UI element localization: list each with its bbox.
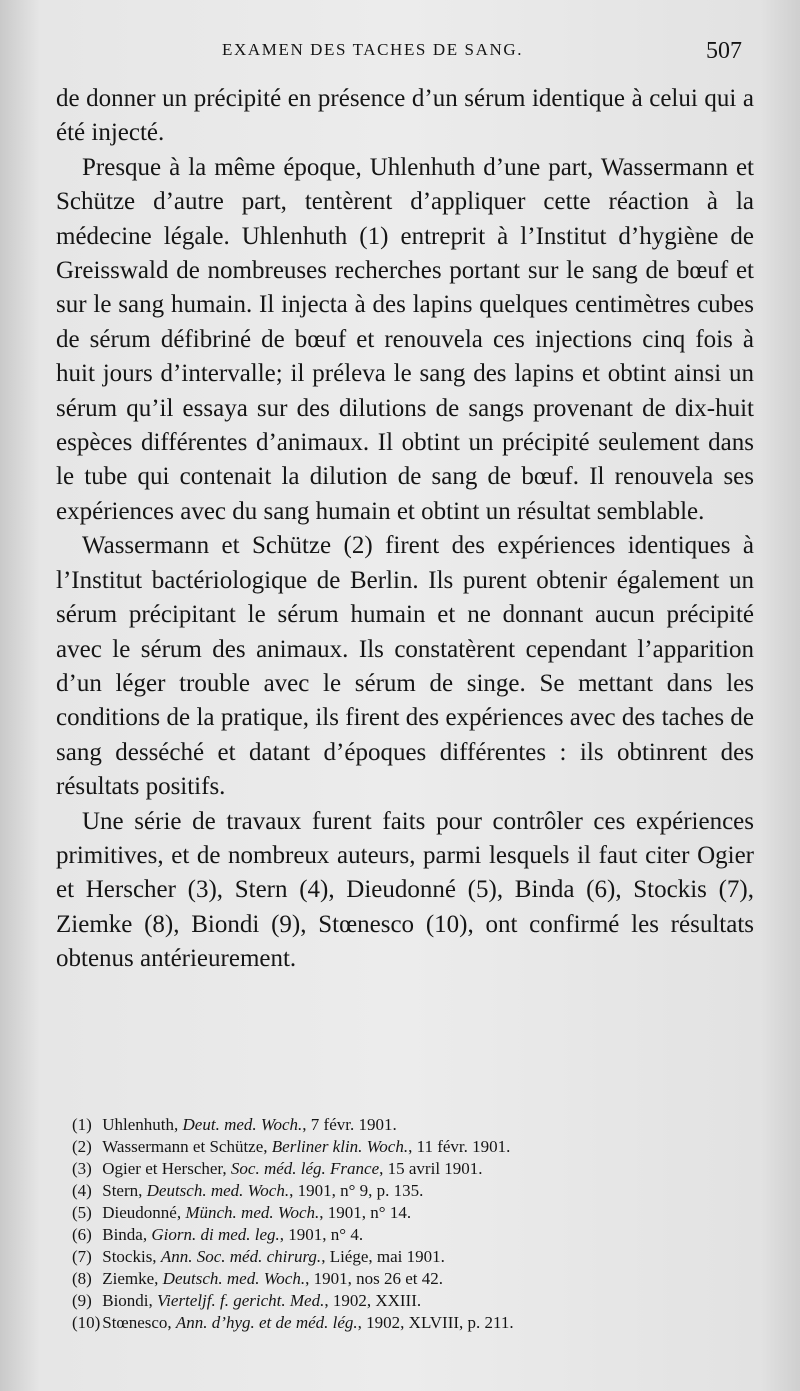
paragraph-confirmations: Une série de travaux furent faits pour contrôler ces expériences primitives, et de nombreux auteurs, parmi lesquels il faut citer Ogier et Herscher (3), Stern (4), Dieudonné (5), Binda (6), Stockis (7), Ziemke (8), Biondi (9), Stœnesco (10), ont confirmé les résultats obtenus antérieurement.: [56, 807, 754, 973]
footnote-number: (9): [72, 1291, 92, 1310]
footnote-author: Wassermann et Schütze,: [102, 1137, 268, 1156]
footnote-details: , 15 avril 1901.: [379, 1159, 483, 1178]
footnote-journal: Berliner klin. Woch.: [271, 1137, 409, 1156]
footnote: [72, 1290, 762, 1312]
footnote-journal: Giorn. di med. leg.: [151, 1225, 280, 1244]
footnote: [72, 1312, 762, 1334]
paragraph-continuation: de donner un précipité en présence d’un sérum identique à celui qui a été injecté.: [56, 85, 754, 147]
footnote-details: , Liége, mai 1901.: [321, 1247, 445, 1266]
footnote-details: , 1901, n° 4.: [279, 1225, 364, 1244]
footnote-journal: Vierteljf. f. gericht. Med.: [157, 1291, 325, 1310]
footnote: [72, 1114, 762, 1136]
footnote-author: Stockis,: [102, 1247, 157, 1266]
footnote: [72, 1180, 762, 1202]
running-title: EXAMEN DES TACHES DE SANG.: [222, 40, 524, 59]
footnote-number: (2): [72, 1137, 92, 1156]
footnote-number: (10): [72, 1313, 101, 1332]
footnote-author: Ogier et Herscher,: [102, 1159, 227, 1178]
footnote-details: , 1902, XXIII.: [324, 1291, 422, 1310]
footnote: [72, 1246, 762, 1268]
footnote-details: , 1901, nos 26 et 42.: [305, 1269, 443, 1288]
footnote: [72, 1158, 762, 1180]
footnote-details: , 1902, XLVIII, p. 211.: [357, 1313, 514, 1332]
footnote: [72, 1224, 762, 1246]
body-text: [56, 82, 754, 977]
footnote-number: (1): [72, 1115, 92, 1134]
paragraph-uhlenhuth: Presque à la même époque, Uhlenhuth d’une part, Wassermann et Schütze d’autre part, tentèrent d’appliquer cette réaction à la médecine légale. Uhlenhuth (1) entreprit à l’Institut d’hygiène de Greisswald de nombreuses recherches portant sur le sang de bœuf et sur le sang humain. Il injecta à des lapins quelques centimètres cubes de sérum défibriné de bœuf et renouvela ces injections cinq fois à huit jours d’intervalle; il préleva le sang des lapins et obtint ainsi un sérum qu’il essaya sur des dilutions de sangs provenant de dix-huit espèces différentes d’animaux. Il obtint un précipité seulement dans le tube qui contenait la dilution de sang de bœuf. Il renouvela ses expériences avec du sang humain et obtint un résultat semblable.: [56, 153, 754, 525]
footnote-author: Uhlenhuth,: [102, 1115, 179, 1134]
footnote: [72, 1136, 762, 1158]
footnote-details: , 7 févr. 1901.: [302, 1115, 397, 1134]
footnote-author: Stern,: [102, 1181, 143, 1200]
footnote-details: , 1901, n° 14.: [319, 1203, 412, 1222]
paragraph-wassermann: Wassermann et Schütze (2) firent des expériences identiques à l’Institut bactériologique de Berlin. Ils purent obtenir également un sérum précipitant le sérum humain et ne donnant aucun précipité avec le sérum des animaux. Ils constatèrent cependant l’apparition d’un léger trouble avec le sérum de singe. Se mettant dans les conditions de la pratique, ils firent des expériences avec des taches de sang desséché et datant d’époques différentes : ils obtinrent des résultats positifs.: [56, 532, 754, 801]
footnote-journal: Ann. d’hyg. et de méd. lég.: [175, 1313, 358, 1332]
footnote-author: Binda,: [102, 1225, 148, 1244]
footnote-author: Ziemke,: [102, 1269, 159, 1288]
footnote-number: (4): [72, 1181, 92, 1200]
page-number: 507: [706, 38, 742, 64]
footnote-author: Biondi,: [102, 1291, 153, 1310]
footnote-details: , 11 févr. 1901.: [408, 1137, 511, 1156]
footnote-details: , 1901, n° 9, p. 135.: [289, 1181, 424, 1200]
footnote-author: Stœnesco,: [102, 1313, 172, 1332]
footnote-journal: Deutsch. med. Woch.: [146, 1181, 290, 1200]
footnote-journal: Münch. med. Woch.: [185, 1203, 320, 1222]
footnote: [72, 1202, 762, 1224]
footnote-journal: Soc. méd. lég. France: [230, 1159, 380, 1178]
footnote-journal: Deut. med. Woch.: [182, 1115, 303, 1134]
footnote-number: (3): [72, 1159, 92, 1178]
footnote-journal: Deutsch. med. Woch.: [162, 1269, 306, 1288]
footnote-number: (7): [72, 1247, 92, 1266]
footnote-author: Dieudonné,: [102, 1203, 182, 1222]
footnote: [72, 1268, 762, 1290]
running-head: [0, 40, 800, 80]
footnote-number: (8): [72, 1269, 92, 1288]
footnote-journal: Ann. Soc. méd. chirurg.: [160, 1247, 322, 1266]
footnote-number: (5): [72, 1203, 92, 1222]
footnotes: [72, 1114, 762, 1334]
footnote-number: (6): [72, 1225, 92, 1244]
